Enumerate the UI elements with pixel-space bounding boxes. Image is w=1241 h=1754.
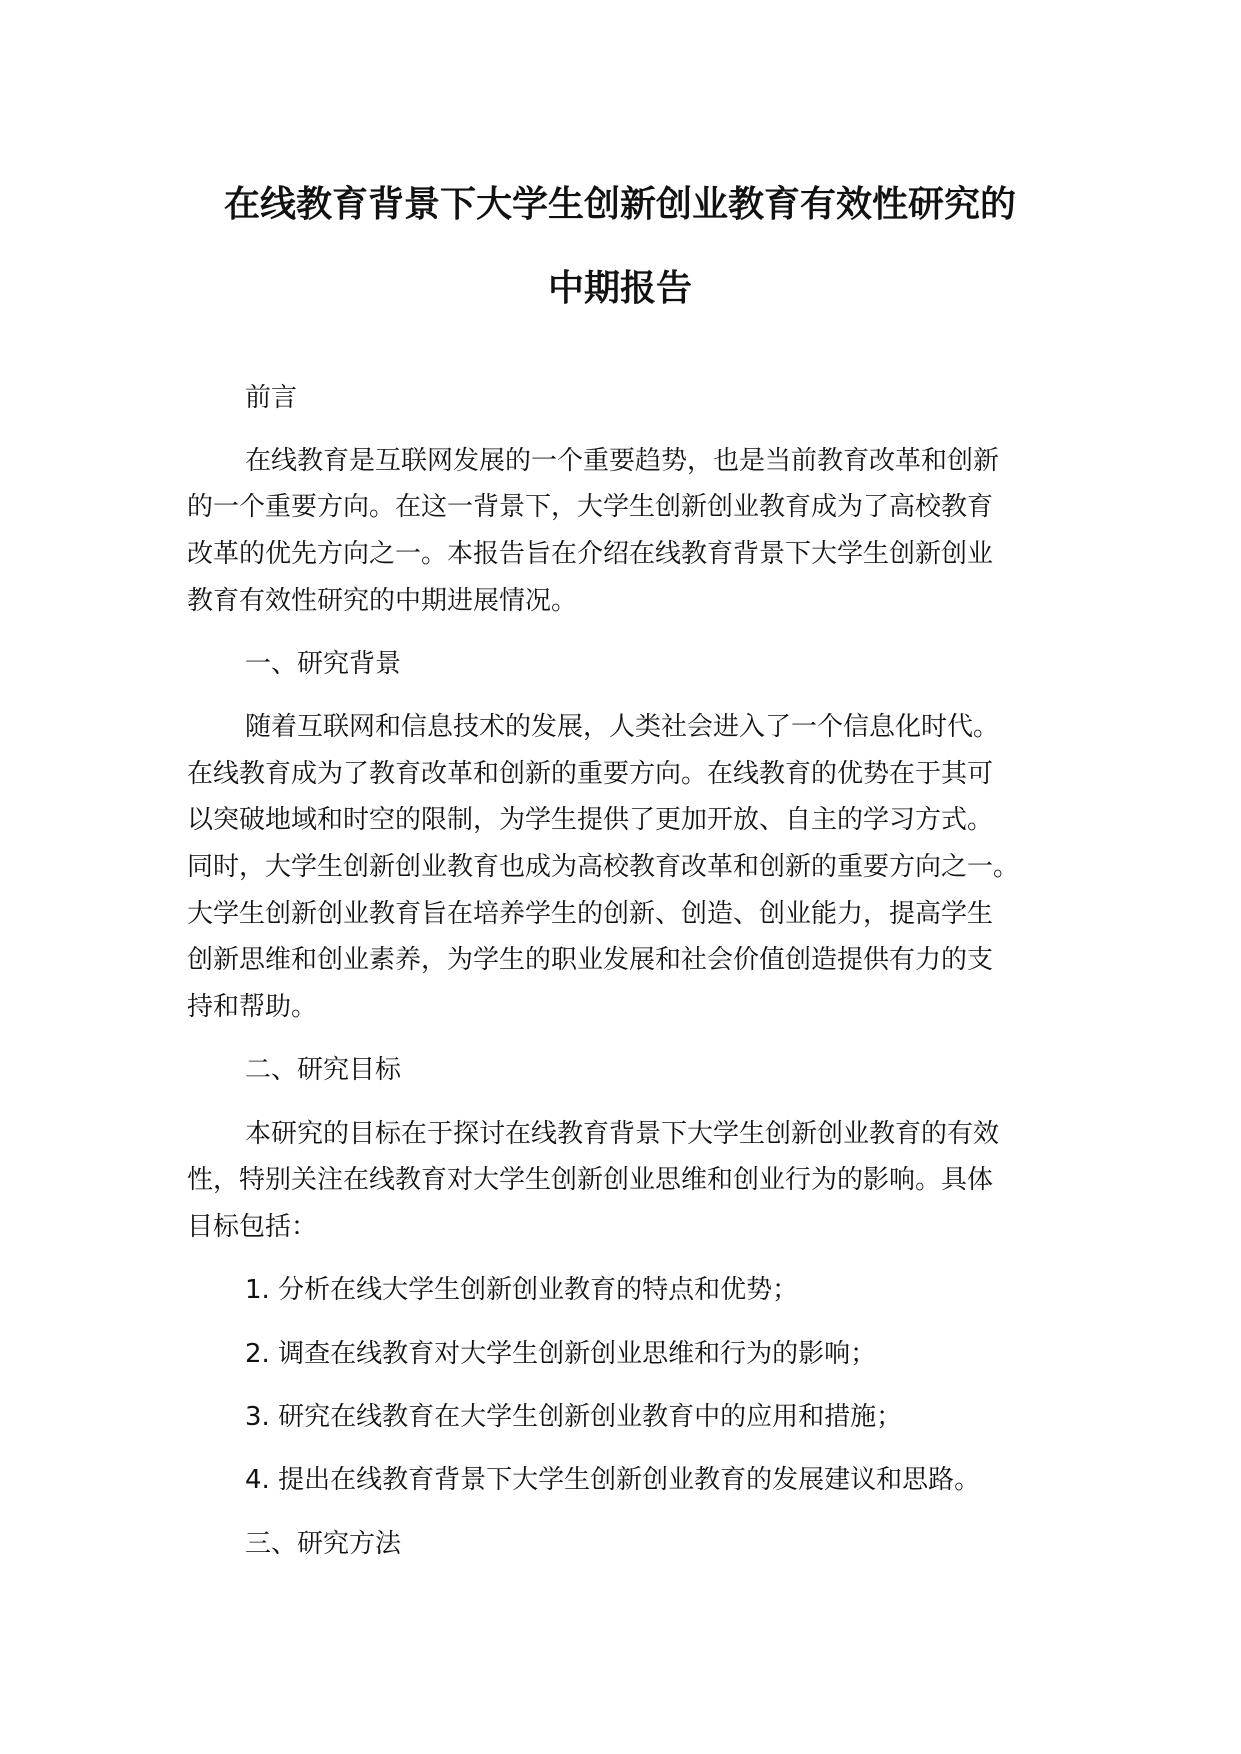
paragraph-line: 随着互联网和信息技术的发展，人类社会进入了一个信息化时代。 <box>245 712 1000 742</box>
paragraph-line: 教育有效性研究的中期进展情况。 <box>187 586 578 616</box>
paragraph-line: 改革的优先方向之一。本报告旨在介绍在线教育背景下大学生创新创业 <box>187 539 994 569</box>
section-heading-background: 一、研究背景 <box>245 649 402 679</box>
preface-heading: 前言 <box>245 383 298 413</box>
paragraph-line: 创新思维和创业素养，为学生的职业发展和社会价值创造提供有力的支 <box>187 945 994 975</box>
paragraph-line: 在线教育是互联网发展的一个重要趋势，也是当前教育改革和创新 <box>245 446 1000 476</box>
paragraph-line: 同时，大学生创新创业教育也成为高校教育改革和创新的重要方向之一。 <box>187 852 1020 882</box>
document-title-line-1: 在线教育背景下大学生创新创业教育有效性研究的 <box>223 184 1016 225</box>
paragraph-line: 以突破地域和时空的限制，为学生提供了更加开放、自主的学习方式。 <box>187 805 994 835</box>
section-heading-methods: 三、研究方法 <box>245 1529 402 1559</box>
document-title-line-2: 中期报告 <box>547 268 692 309</box>
paragraph-line: 大学生创新创业教育旨在培养学生的创新、创造、创业能力，提高学生 <box>187 899 994 929</box>
list-item: 2. 调查在线教育对大学生创新创业思维和行为的影响； <box>245 1339 877 1369</box>
paragraph-line: 目标包括： <box>187 1212 318 1242</box>
list-item: 4. 提出在线教育背景下大学生创新创业教育的发展建议和思路。 <box>245 1465 981 1495</box>
paragraph-line: 本研究的目标在于探讨在线教育背景下大学生创新创业教育的有效 <box>245 1119 1000 1149</box>
paragraph-line: 持和帮助。 <box>187 992 318 1022</box>
paragraph-line: 在线教育成为了教育改革和创新的重要方向。在线教育的优势在于其可 <box>187 759 994 789</box>
paragraph-line: 的一个重要方向。在这一背景下，大学生创新创业教育成为了高校教育 <box>187 492 994 522</box>
list-item: 1. 分析在线大学生创新创业教育的特点和优势； <box>245 1275 799 1305</box>
list-item: 3. 研究在线教育在大学生创新创业教育中的应用和措施； <box>245 1402 903 1432</box>
section-heading-goals: 二、研究目标 <box>245 1055 402 1085</box>
paragraph-line: 性，特别关注在线教育对大学生创新创业思维和创业行为的影响。具体 <box>187 1165 994 1195</box>
